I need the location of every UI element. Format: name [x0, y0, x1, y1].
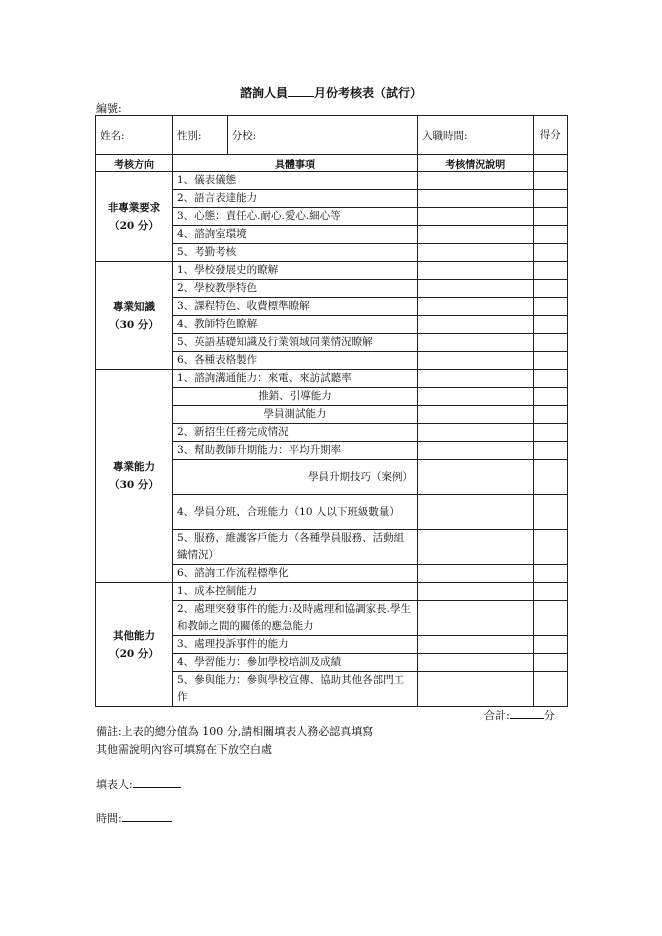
- note-line: 備註:上表的總分值為 100 分,請相關填表人務必認真填寫: [96, 725, 374, 738]
- remarks-cell[interactable]: [418, 424, 533, 442]
- form-title: [0, 84, 662, 101]
- score-cell[interactable]: [533, 406, 567, 424]
- score-cell[interactable]: [533, 172, 567, 190]
- table-row: 4、學習能力：參加學校培訓及成績: [172, 654, 417, 672]
- title-prefix: 諮詢人員: [239, 86, 288, 100]
- score-cell[interactable]: [533, 636, 567, 654]
- score-cell[interactable]: [533, 424, 567, 442]
- table-row: 4、教師特色瞭解: [172, 316, 417, 334]
- remarks-cell[interactable]: [418, 460, 533, 495]
- total-label: 合計:: [484, 709, 510, 722]
- score-cell[interactable]: [533, 565, 567, 583]
- table-row: 3、心態：責任心.耐心.愛心.細心等: [172, 208, 417, 226]
- score-cell[interactable]: [533, 190, 567, 208]
- score-header: 得分: [533, 116, 567, 155]
- score-cell[interactable]: [533, 442, 567, 460]
- remarks-cell[interactable]: [418, 226, 533, 244]
- remarks-cell[interactable]: [418, 654, 533, 672]
- total-blank[interactable]: [510, 708, 544, 719]
- score-cell[interactable]: [533, 316, 567, 334]
- time-label: 時間:: [96, 812, 122, 825]
- section-professional-ability: 專業能力 （30 分）: [96, 370, 173, 583]
- remarks-cell[interactable]: [418, 172, 533, 190]
- remarks-cell[interactable]: [418, 672, 533, 707]
- score-cell[interactable]: [533, 226, 567, 244]
- remarks-cell[interactable]: [418, 370, 533, 388]
- table-row: 4、學員分班、合班能力（10 人以下班級數量）: [172, 495, 417, 530]
- remarks-cell[interactable]: [418, 565, 533, 583]
- score-cell[interactable]: [533, 208, 567, 226]
- score-cell[interactable]: [533, 530, 567, 565]
- total-line: [484, 707, 555, 723]
- table-row: 2、新招生任務完成情況: [172, 424, 417, 442]
- gender-cell[interactable]: 性別:: [172, 116, 227, 155]
- total-unit: 分: [543, 709, 555, 722]
- score-cell[interactable]: [533, 672, 567, 707]
- items-column-header: 具體事項: [172, 155, 417, 172]
- score-cell[interactable]: [533, 388, 567, 406]
- table-row: [172, 460, 417, 495]
- title-suffix: 月份考核表（試行）: [314, 86, 423, 100]
- remarks-cell[interactable]: [418, 298, 533, 316]
- table-row: 3、幫助教師升期能力：平均升期率: [172, 442, 417, 460]
- remarks-cell[interactable]: [418, 190, 533, 208]
- score-cell[interactable]: [533, 298, 567, 316]
- table-row: 1、成本控制能力: [172, 583, 417, 601]
- time-blank[interactable]: [122, 811, 172, 822]
- score-cell[interactable]: [533, 495, 567, 530]
- remarks-cell[interactable]: [418, 244, 533, 262]
- remarks-cell[interactable]: [418, 352, 533, 370]
- direction-column-header: 考核方向: [96, 155, 173, 172]
- table-row: 4、諮詢室環境: [172, 226, 417, 244]
- score-cell[interactable]: [533, 370, 567, 388]
- remarks-cell[interactable]: [418, 442, 533, 460]
- item-text: 學員升期技巧（案例）: [308, 470, 414, 483]
- remarks-cell[interactable]: [418, 495, 533, 530]
- note-line: 其他需說明內容可填寫在下放空白處: [96, 743, 272, 756]
- remarks-cell[interactable]: [418, 208, 533, 226]
- table-row: 6、各種表格製作: [172, 352, 417, 370]
- score-column-cell[interactable]: [533, 155, 567, 172]
- remarks-cell[interactable]: [418, 388, 533, 406]
- remarks-cell[interactable]: [418, 601, 533, 636]
- table-row: 學員測試能力: [172, 406, 417, 424]
- table-row: 5、參與能力：參與學校宣傳、協助其他各部門工作: [172, 672, 417, 707]
- section-non-professional: 非專業要求 （20 分）: [96, 172, 173, 262]
- table-row: 3、課程特色、收費標準瞭解: [172, 298, 417, 316]
- table-row: 2、學校教學特色: [172, 280, 417, 298]
- table-row: 5、英語基礎知識及行業領域同業情況瞭解: [172, 334, 417, 352]
- remarks-cell[interactable]: [418, 262, 533, 280]
- filler-label: 填表人:: [96, 778, 133, 791]
- name-cell[interactable]: 姓名:: [96, 116, 173, 155]
- table-row: 2、處理突發事件的能力:及時處理和協調家長.學生和教師之間的關係的應急能力: [172, 601, 417, 636]
- table-row: 5、考勤考核: [172, 244, 417, 262]
- serial-label: 編號:: [96, 102, 122, 115]
- table-row: 3、處理投訴事件的能力: [172, 636, 417, 654]
- score-cell[interactable]: [533, 583, 567, 601]
- remarks-cell[interactable]: [418, 636, 533, 654]
- score-cell[interactable]: [533, 244, 567, 262]
- filler-blank[interactable]: [133, 777, 181, 788]
- remarks-cell[interactable]: [418, 334, 533, 352]
- table-row: 1、諮詢溝通能力：來電、來訪試聽率: [172, 370, 417, 388]
- score-cell[interactable]: [533, 352, 567, 370]
- table-row: 5、服務、維護客戶能力（各種學員服務、活動組織情況）: [172, 530, 417, 565]
- start-date-cell[interactable]: 入職時間:: [418, 116, 533, 155]
- month-blank[interactable]: [288, 86, 314, 97]
- score-cell[interactable]: [533, 334, 567, 352]
- table-row: 2、語言表達能力: [172, 190, 417, 208]
- remarks-cell[interactable]: [418, 316, 533, 334]
- remarks-cell[interactable]: [418, 583, 533, 601]
- table-row: 推銷、引導能力: [172, 388, 417, 406]
- score-cell[interactable]: [533, 654, 567, 672]
- score-cell[interactable]: [533, 601, 567, 636]
- score-cell[interactable]: [533, 262, 567, 280]
- score-cell[interactable]: [533, 280, 567, 298]
- branch-cell[interactable]: 分校:: [227, 116, 417, 155]
- table-row: 1、儀表儀態: [172, 172, 417, 190]
- filler-line: [96, 776, 181, 792]
- score-cell[interactable]: [533, 460, 567, 495]
- section-other-ability: 其他能力 （20 分）: [96, 583, 173, 707]
- table-row: 1、學校發展史的瞭解: [172, 262, 417, 280]
- time-line: [96, 810, 172, 826]
- table-row: 6、諮詢工作流程標準化: [172, 565, 417, 583]
- remarks-column-header: 考核情況說明: [418, 155, 533, 172]
- section-professional-knowledge: 專業知識 （30 分）: [96, 262, 173, 370]
- remarks-cell[interactable]: [418, 280, 533, 298]
- remarks-cell[interactable]: [418, 406, 533, 424]
- evaluation-table: [95, 115, 568, 707]
- remarks-cell[interactable]: [418, 530, 533, 565]
